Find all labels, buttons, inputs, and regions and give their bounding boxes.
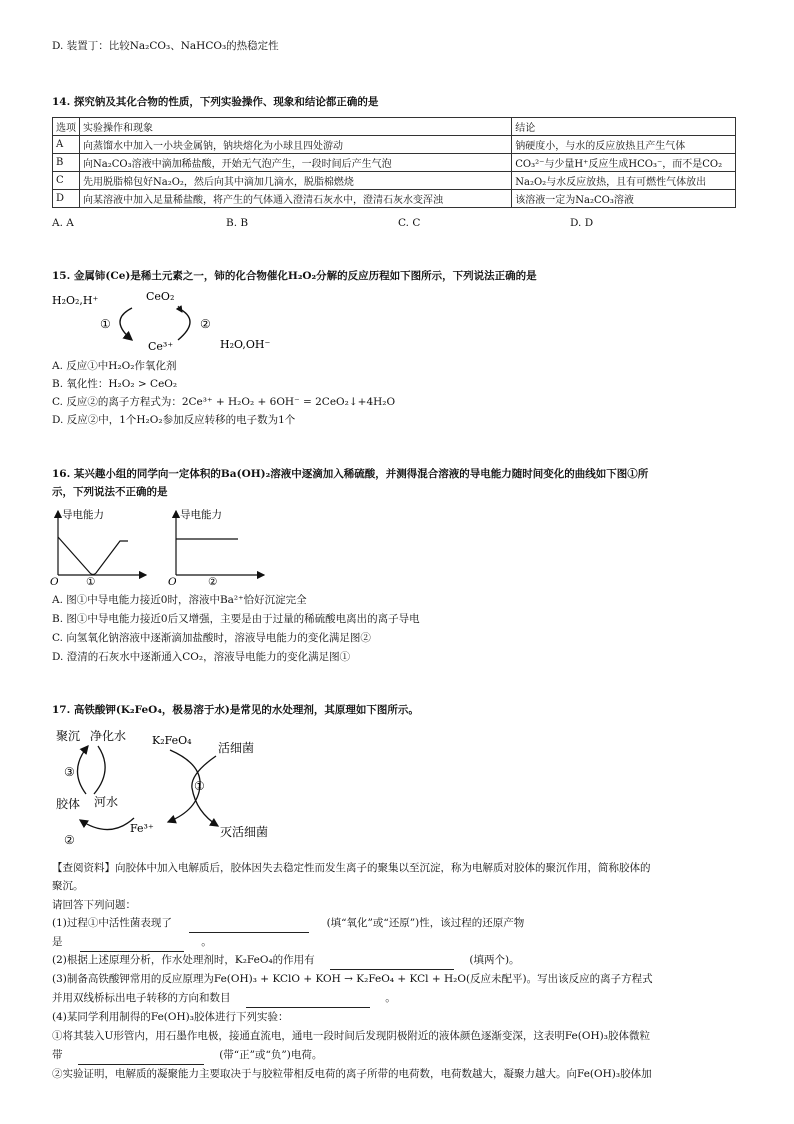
ce3-label: Ce³⁺ [148, 340, 174, 353]
q17-part4-1-line2 [52, 1045, 322, 1065]
ferrate-label: K₂FeO₄ [152, 734, 192, 747]
step-2-marker: ② [200, 317, 211, 331]
origin-label: O [168, 576, 177, 587]
q16-graph-1 [50, 505, 150, 587]
q15-option-c: C. 反应②的离子方程式为：2Ce³⁺ + H₂O₂ + 6OH⁻ = 2CeO₂↓+4H₂O [52, 396, 396, 408]
step-2-marker: ② [64, 833, 75, 847]
q15-option-a: A. 反应①中H₂O₂作氧化剂 [52, 360, 177, 372]
table-row [53, 190, 736, 208]
graph-1-marker: ① [86, 576, 96, 587]
q17-part1-line2 [52, 932, 212, 952]
dead-bacteria-label: 灭活细菌 [220, 825, 269, 839]
q14-stem: 14. 探究钠及其化合物的性质，下列实验操作、现象和结论都正确的是 [52, 96, 379, 108]
reference-line2: 聚沉。 [52, 880, 84, 892]
arc-water [94, 746, 105, 794]
q17-part4-1-line1: ①将其装入U形管内，用石墨作电极，接通直流电，通电一段时间后发现阴极附近的液体颜色逐渐变深，这表明Fe(OH)₃胶体微粒 [52, 1030, 650, 1042]
q14-answer-d: D. D [570, 217, 594, 229]
table-header-cell: 选项 [53, 118, 80, 136]
arc-colloid-to-coagulation [77, 746, 88, 794]
arc-fe-to-colloid [80, 818, 134, 830]
step-1-marker: ① [194, 779, 205, 793]
part3-text-c: 。 [385, 992, 396, 1004]
table-cell: A [53, 136, 80, 154]
cycle-arc-2 [178, 308, 190, 340]
q17-part3-line2 [52, 988, 396, 1008]
y-axis-label: 导电能力 [180, 509, 222, 521]
table-header-cell: 结论 [512, 118, 736, 136]
graph-2-marker: ② [208, 576, 218, 587]
step-1-marker: ① [100, 317, 111, 331]
reference-line1: 【查阅资料】向胶体中加入电解质后，胶体因失去稳定性而发生离子的聚集以至沉淀，称为电解质对胶体的聚沉作用，简称胶体的 [52, 862, 651, 874]
q16-option-b: B. 图①中导电能力接近0后又增强，主要是由于过量的稀硫酸电离出的离子导电 [52, 613, 420, 625]
q17-part4: (4)某同学利用制得的Fe(OH)₃胶体进行下列实验： [52, 1011, 289, 1023]
q16-graph-2 [168, 505, 268, 587]
q15-option-d: D. 反应②中，1个H₂O₂参加反应转移的电子数为1个 [52, 414, 296, 426]
table-cell: 向Na₂CO₃溶液中滴加稀盐酸，开始无气泡产生，一段时间后产生气泡 [80, 154, 512, 172]
part1-text-d: 。 [201, 936, 212, 948]
table-cell: D [53, 190, 80, 208]
table-row [53, 172, 736, 190]
q16-option-d: D. 澄清的石灰水中逐渐通入CO₂，溶液导电能力的变化满足图① [52, 651, 351, 663]
conductivity-curve [58, 537, 128, 575]
reactant-label: H₂O₂,H⁺ [52, 294, 99, 307]
product-label: H₂O,OH⁻ [220, 338, 271, 351]
q17-stem: 17. 高铁酸钾(K₂FeO₄，极易溶于水)是常见的水处理剂，其原理如下图所示。 [52, 704, 419, 716]
q14-answer-b: B. B [226, 217, 249, 229]
q15-option-b: B. 氧化性：H₂O₂ > CeO₂ [52, 378, 178, 390]
q17-part1-line1 [52, 913, 524, 933]
part4-text-b: 带 [52, 1049, 63, 1061]
part1-text-c: 是 [52, 936, 63, 948]
live-bacteria-label: 活细菌 [218, 741, 255, 755]
part2-text-a: (2)根据上述原理分析，作水处理剂时，K₂FeO₄的作用有 [52, 954, 315, 966]
table-cell: 先用脱脂棉包好Na₂O₂，然后向其中滴加几滴水，脱脂棉燃烧 [80, 172, 512, 190]
cycle-arc-1 [120, 308, 132, 340]
purified-water-label: 净化水 [90, 729, 127, 743]
table-cell: 向某溶液中加入足量稀盐酸，将产生的气体通入澄清石灰水中，澄清石灰水变浑浊 [80, 190, 512, 208]
q14-table [52, 117, 736, 208]
table-header-cell: 实验操作和现象 [80, 118, 512, 136]
q16-stem-line1: 16. 某兴趣小组的同学向一定体积的Ba(OH)₂溶液中逐滴加入稀硫酸，并测得混合溶液的导电能力随时间变化的曲线如下图①所 [52, 468, 649, 480]
table-cell: 该溶液一定为Na₂CO₃溶液 [512, 190, 736, 208]
y-axis-label: 导电能力 [62, 509, 104, 521]
q14-answer-a: A. A [52, 217, 74, 229]
part2-text-b: (填两个)。 [469, 954, 520, 966]
q16-option-a: A. 图①中导电能力接近0时，溶液中Ba²⁺恰好沉淀完全 [52, 594, 307, 606]
table-row [53, 154, 736, 172]
river-water-label: 河水 [94, 795, 119, 809]
q16-option-c: C. 向氢氧化钠溶液中逐渐滴加盐酸时，溶液导电能力的变化满足图② [52, 632, 371, 644]
step-3-marker: ③ [64, 765, 75, 779]
table-row [53, 136, 736, 154]
table-cell: 向蒸馏水中加入一小块金属钠，钠块熔化为小球且四处游动 [80, 136, 512, 154]
q15-reaction-diagram [50, 288, 290, 354]
table-cell: CO₃²⁻与少量H⁺反应生成HCO₃⁻，而不是CO₂ [512, 154, 736, 172]
part4-text-c: (带“正”或“负”)电荷。 [219, 1049, 323, 1061]
origin-label: O [50, 576, 59, 587]
table-cell: 钠硬度小，与水的反应放热且产生气体 [512, 136, 736, 154]
part1-text-a: (1)过程①中活性菌表现了 [52, 917, 172, 929]
ceo2-label: CeO₂ [146, 290, 175, 303]
table-header-row [53, 118, 736, 136]
part1-text-b: (填“氧化”或“还原”)性，该过程的还原产物 [326, 917, 525, 929]
part3-text-b: 并用双线桥标出电子转移的方向和数目 [52, 992, 231, 1004]
q13-option-d: D. 装置丁：比较Na₂CO₃、NaHCO₃的热稳定性 [52, 40, 279, 52]
answer-prompt: 请回答下列问题： [52, 899, 136, 911]
q17-part4-2: ②实验证明，电解质的凝聚能力主要取决于与胶粒带相反电荷的离子所带的电荷数，电荷数越大，凝聚力越大。向Fe(OH)₃胶体加 [52, 1068, 652, 1080]
q16-stem-line2: 示，下列说法不正确的是 [52, 486, 168, 498]
q17-process-diagram [50, 724, 290, 852]
q15-stem: 15. 金属铈(Ce)是稀土元素之一，铈的化合物催化H₂O₂分解的反应历程如下图所示，下列说法正确的是 [52, 270, 537, 282]
coagulation-label: 聚沉 [56, 729, 81, 743]
table-cell: Na₂O₂与水反应放热，且有可燃性气体放出 [512, 172, 736, 190]
q14-answer-c: C. C [398, 217, 421, 229]
table-cell: B [53, 154, 80, 172]
fe3-label: Fe³⁺ [130, 822, 154, 835]
q17-part3-line1: (3)制备高铁酸钾常用的反应原理为Fe(OH)₃ + KClO + KOH → K₂FeO₄ + KCl + H₂O(反应未配平)。写出该反应的离子方程式 [52, 973, 653, 985]
colloid-label: 胶体 [56, 797, 81, 811]
table-cell: C [53, 172, 80, 190]
q17-part2 [52, 950, 520, 970]
